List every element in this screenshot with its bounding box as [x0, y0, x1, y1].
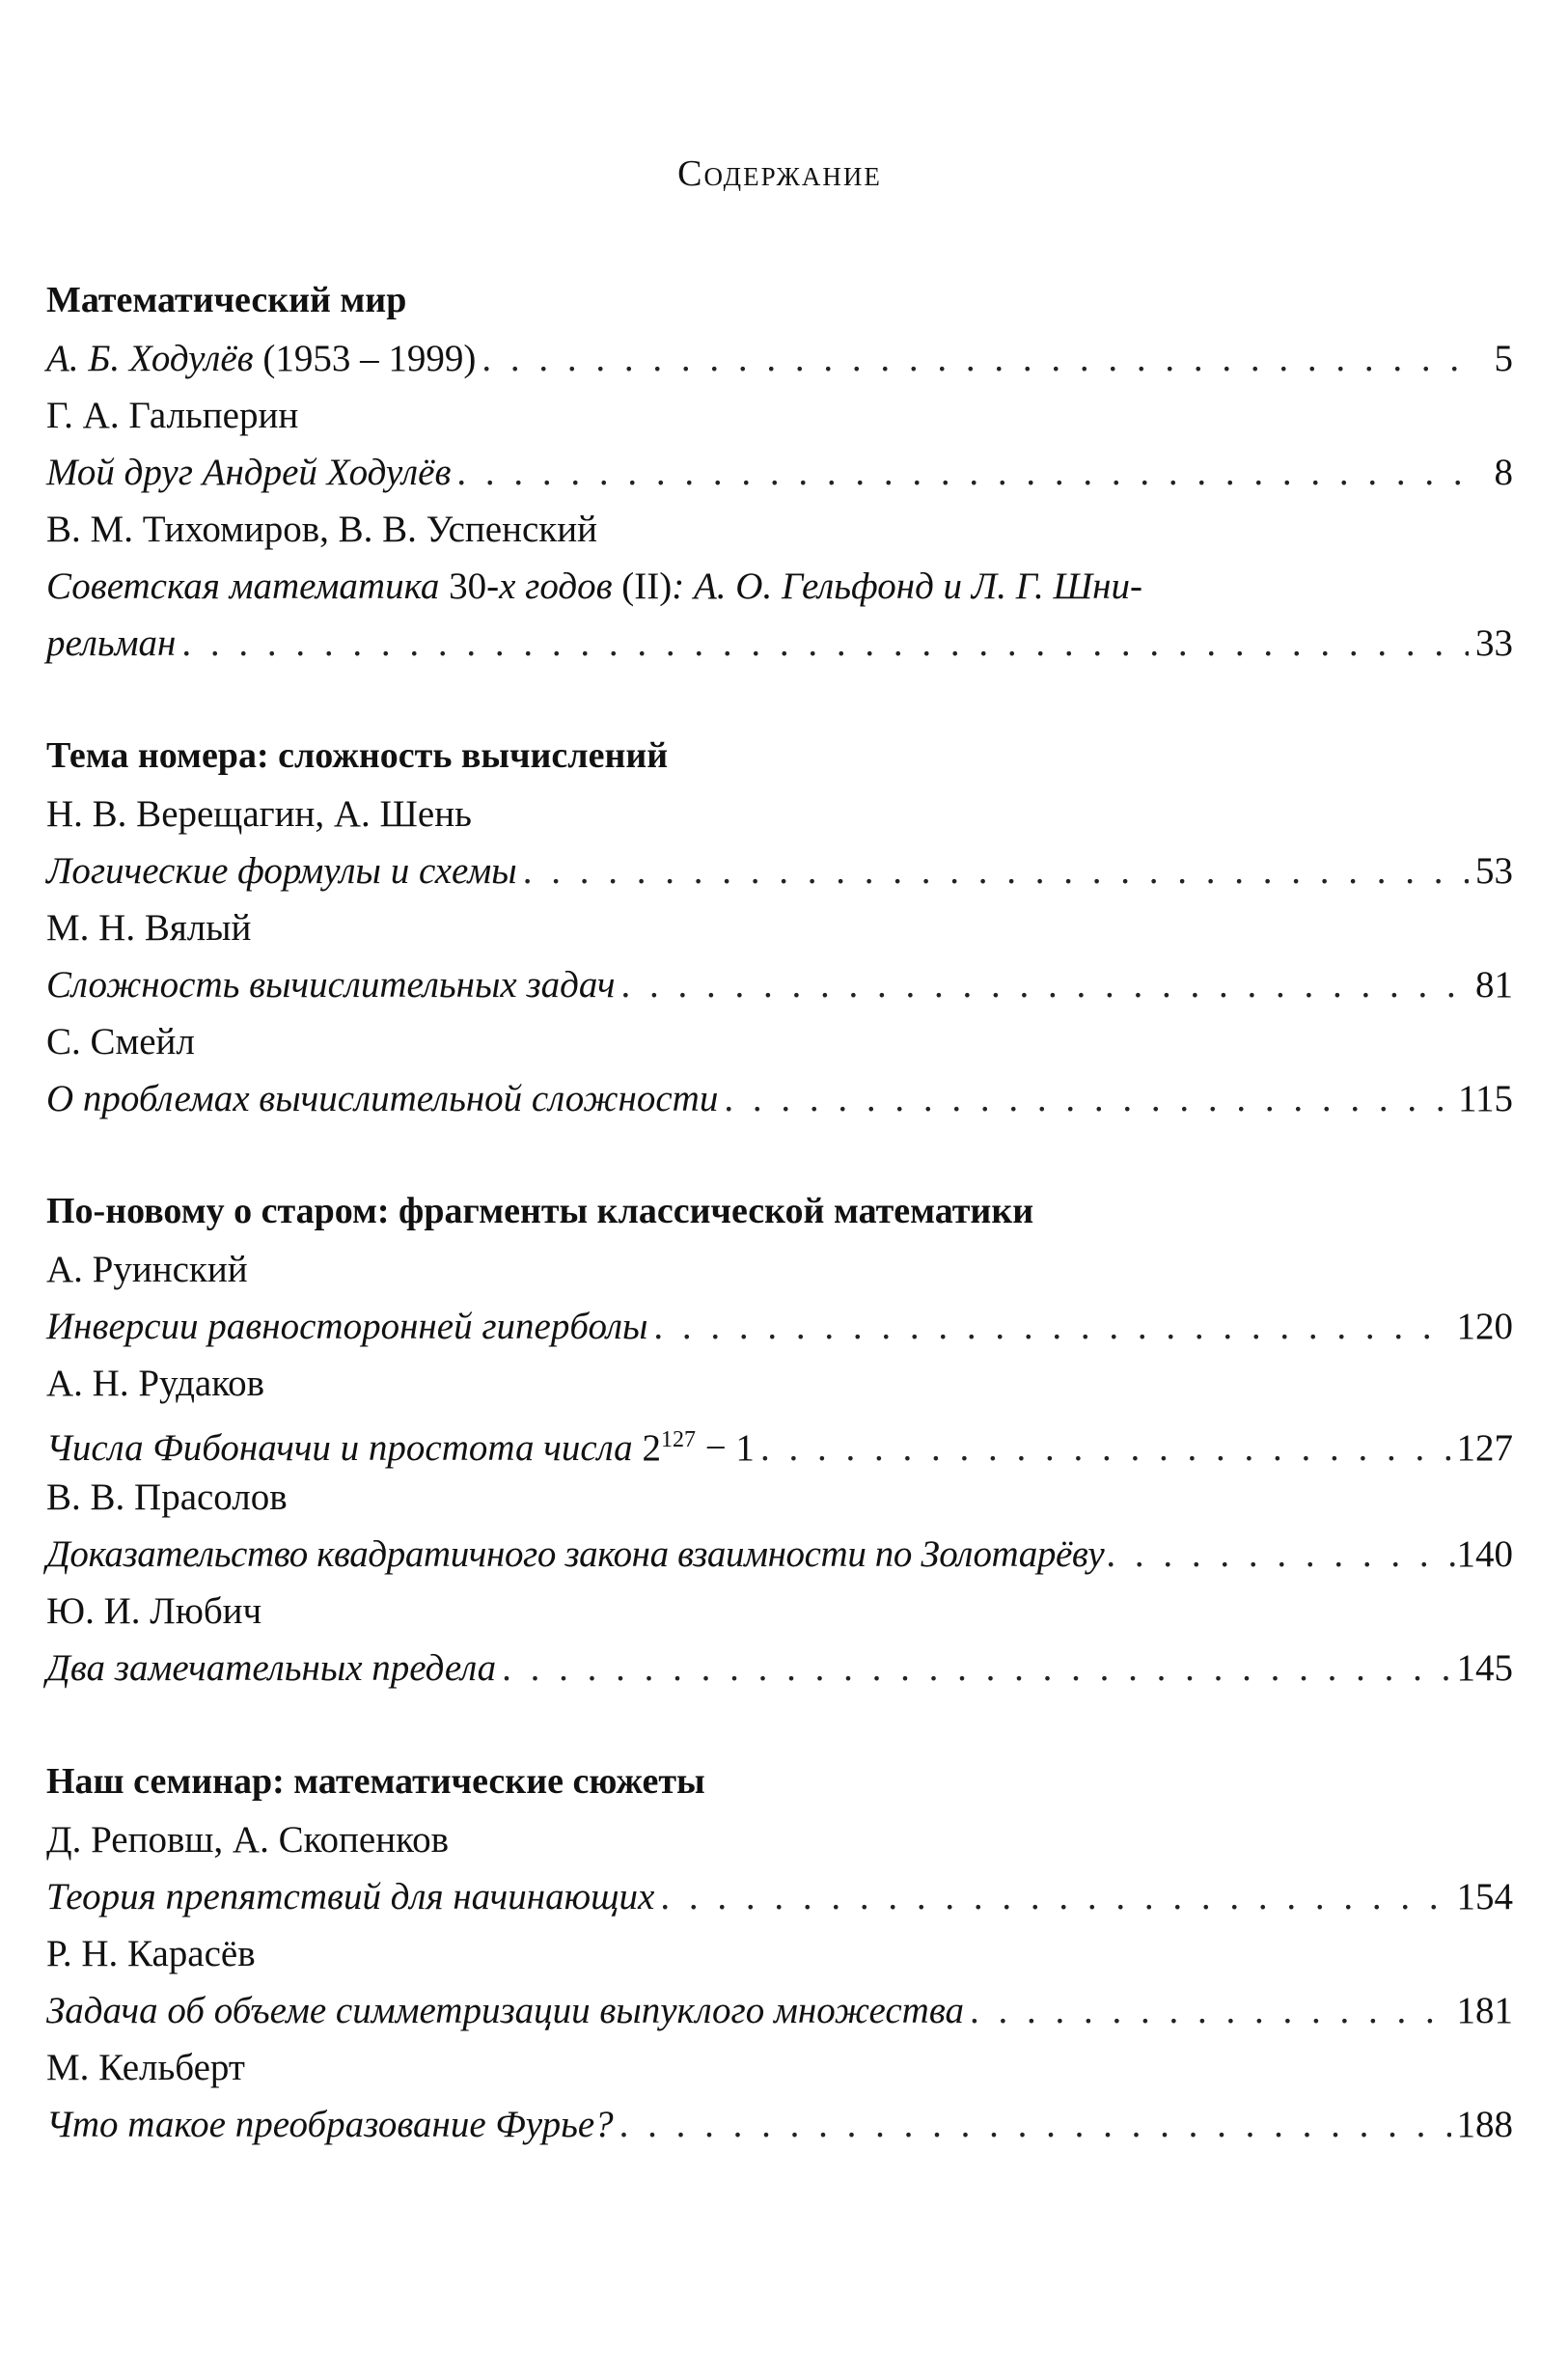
page-number: 8 [1494, 452, 1513, 493]
page-number: 33 [1475, 622, 1513, 664]
page-number: 188 [1456, 2104, 1513, 2145]
entry-author: Д. Реповш, А. Скопенков [46, 1819, 449, 1861]
entry-author: Р. Н. Карасёв [46, 1933, 256, 1974]
dot-leader [1106, 1526, 1454, 1583]
entry-title: Задача об объеме симметризации выпуклого множества [46, 1990, 964, 2031]
dot-leader [619, 2096, 1451, 2153]
entry-title: Мой друг Андрей Ходулёв [46, 452, 452, 493]
toc-entry[interactable] [46, 1640, 1513, 1696]
entry-author: А. Н. Рудаков [46, 1363, 265, 1404]
dot-leader [523, 842, 1469, 899]
entry-title-line[interactable]: Советская математика 30-х годов (II): А. О. Гельфонд и Л. Г. Шни- [46, 565, 1142, 607]
entry-title: О проблемах вычислительной сложности [46, 1078, 719, 1119]
page-number: 81 [1475, 964, 1513, 1006]
entry-author: В. М. Тихомиров, В. В. Успенский [46, 509, 597, 550]
entry-title: рельман [46, 622, 177, 664]
toc-entry[interactable] [46, 956, 1513, 1013]
entry-title: Сложность вычислительных задач [46, 964, 616, 1006]
toc-section [46, 726, 1513, 1127]
entry-title: Числа Фибоначчи и простота числа $2^{127} - 1$ [46, 1427, 755, 1469]
dot-leader [181, 615, 1469, 672]
toc-entry[interactable] [46, 1412, 1513, 1469]
entry-author: Г. А. Гальперин [46, 395, 299, 436]
entry-author: Ю. И. Любич [46, 1590, 262, 1632]
entry-author: М. Кельберт [46, 2047, 245, 2088]
toc-entry[interactable] [46, 444, 1513, 501]
toc-entry[interactable] [46, 1982, 1513, 2039]
page-title: Содержание [677, 153, 882, 194]
entry-title: Что такое преобразование Фурье? [46, 2104, 614, 2145]
dot-leader [456, 444, 1469, 501]
toc-entry[interactable] [46, 1868, 1513, 1925]
section-heading: По-новому о старом: фрагменты классической математики [46, 1191, 1034, 1231]
entry-title: А. Б. Ходулёв (1953 – 1999) [46, 338, 477, 379]
page-number: 127 [1456, 1427, 1513, 1469]
entry-author: Н. В. Верещагин, А. Шень [46, 793, 472, 835]
toc-section [46, 1181, 1513, 1696]
section-heading: Наш семинар: математические сюжеты [46, 1761, 705, 1802]
page-number: 120 [1456, 1306, 1513, 1347]
toc-entry[interactable] [46, 842, 1513, 899]
entry-author: А. Руинский [46, 1249, 248, 1290]
dot-leader [724, 1070, 1452, 1127]
toc-section [46, 1751, 1513, 2153]
toc-entry[interactable] [46, 1298, 1513, 1355]
dot-leader [653, 1298, 1450, 1355]
entry-title: Инверсии равносторонней гиперболы [46, 1306, 648, 1347]
dot-leader [760, 1420, 1451, 1476]
page-number: 154 [1456, 1876, 1513, 1917]
toc-entry[interactable] [46, 1070, 1513, 1127]
entry-title: Доказательство квадратичного закона взаимности по Золотарёву [46, 1533, 1105, 1575]
toc-entry[interactable] [46, 1526, 1513, 1583]
toc-entry[interactable] [46, 2096, 1513, 2153]
dot-leader [621, 956, 1470, 1013]
entry-author: С. Смейл [46, 1021, 195, 1062]
page-number: 145 [1456, 1647, 1513, 1689]
page-number: 5 [1494, 338, 1513, 379]
entry-title: Логические формулы и схемы [46, 850, 517, 892]
dot-leader [481, 330, 1469, 387]
dot-leader [970, 1982, 1451, 2039]
section-heading: Тема номера: сложность вычислений [46, 735, 669, 776]
entry-author: М. Н. Вялый [46, 907, 252, 949]
toc-entry[interactable] [46, 615, 1513, 672]
dot-leader [660, 1868, 1450, 1925]
page-number: 115 [1457, 1078, 1513, 1119]
dot-leader [502, 1640, 1450, 1696]
page-number: 140 [1456, 1533, 1513, 1575]
toc-section [46, 270, 1513, 672]
page-number: 181 [1456, 1990, 1513, 2031]
entry-title: Теория препятствий для начинающих [46, 1876, 655, 1917]
section-heading: Математический мир [46, 280, 407, 320]
entry-author: В. В. Прасолов [46, 1476, 288, 1518]
toc-entry[interactable] [46, 330, 1513, 387]
page-number: 53 [1475, 850, 1513, 892]
entry-title: Два замечательных предела [46, 1647, 497, 1689]
